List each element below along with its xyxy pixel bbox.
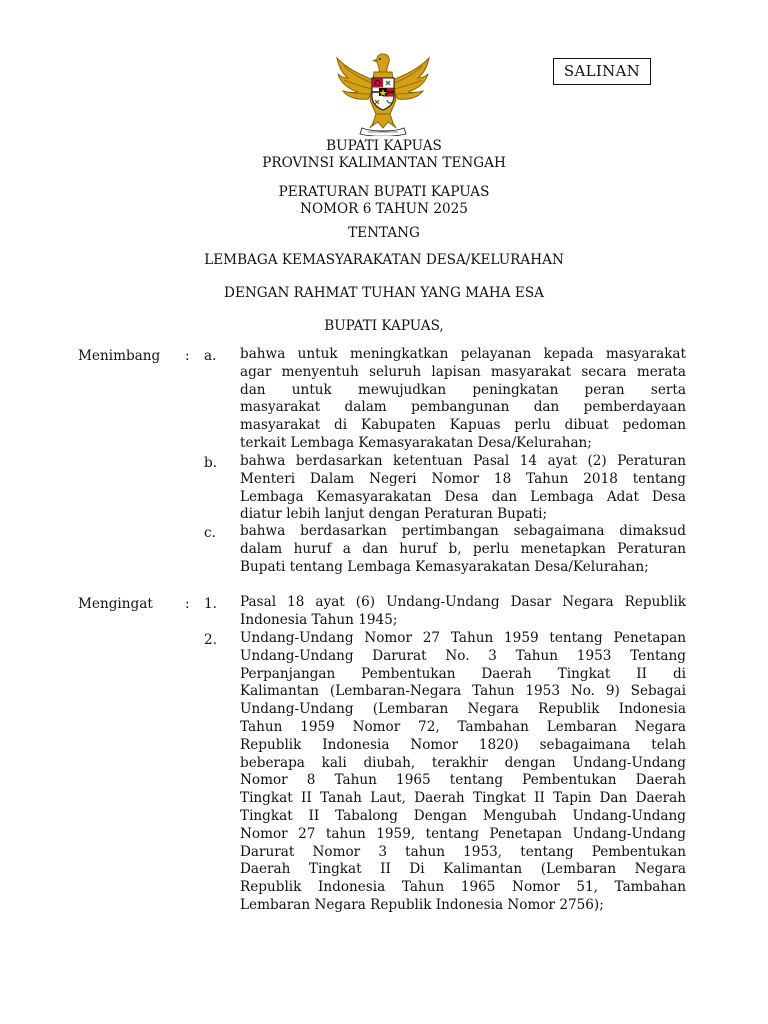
paragraph-line: Undang-Undang Darurat No. 3 Tahun 1953 Tentang — [240, 647, 686, 664]
paragraph-line: Nomor 27 tahun 1959, tentang Penetapan Undang-Undang — [240, 825, 686, 842]
paragraph-line: Menteri Dalam Negeri Nomor 18 Tahun 2018 tentang — [240, 470, 686, 487]
item-marker: b. — [204, 455, 218, 471]
issuer-name: BUPATI KAPUAS, — [324, 318, 444, 334]
paragraph-line: bahwa berdasarkan pertimbangan sebagaimana dimaksud — [240, 523, 686, 539]
paragraph-line: Undang-Undang Nomor 27 Tahun 1959 tentang Penetapan — [240, 630, 686, 646]
paragraph-line: Daerah Tingkat II Di Kalimantan (Lembaran Negara — [240, 861, 686, 878]
item-marker: 2. — [204, 632, 217, 648]
paragraph-line: Perpanjangan Pembentukan Daerah Tingkat II di — [240, 665, 686, 682]
paragraph-line: Tahun 1959 Nomor 72, Tambahan Lembaran Negara — [240, 718, 686, 735]
consideration-paragraph — [240, 453, 686, 524]
paragraph-line: dalam huruf a dan huruf b, perlu menetapkan Peraturan — [240, 540, 686, 557]
about-heading: TENTANG — [348, 225, 420, 241]
regulation-title: PERATURAN BUPATI KAPUAS — [278, 184, 490, 200]
consideration-paragraph — [240, 523, 686, 576]
paragraph-line: Nomor 8 Tahun 1965 tentang Pembentukan Daerah — [240, 772, 686, 789]
paragraph-line: Tingkat II Tabalong Dengan Mengubah Undang-Undang — [240, 807, 686, 824]
paragraph-line: Indonesia Tahun 1945; — [240, 611, 398, 628]
paragraph-line: Bupati tentang Lembaga Kemasyarakatan Desa/Kelurahan; — [240, 558, 649, 575]
salinan-stamp: SALINAN — [553, 58, 651, 85]
paragraph-line: Darurat Nomor 3 tahun 1953, tentang Pembentukan — [240, 843, 686, 860]
paragraph-line: Lembaran Negara Republik Indonesia Nomor 2756); — [240, 896, 604, 913]
paragraph-line: diatur lebih lanjut dengan Peraturan Bupati; — [240, 506, 548, 523]
paragraph-line: masyarakat dalam pembangunan dan pemberdayaan — [240, 399, 686, 416]
item-marker: a. — [204, 348, 217, 364]
item-marker: 1. — [204, 596, 217, 612]
paragraph-line: Republik Indonesia Tahun 1965 Nomor 51, Tambahan — [240, 879, 686, 896]
paragraph-line: Tingkat II Tanah Laut, Daerah Tingkat II Tapin Dan Daerah — [240, 790, 686, 807]
paragraph-line: Republik Indonesia Nomor 1820) sebagaimana telah — [240, 736, 686, 753]
paragraph-line: beberapa kali diubah, terakhir dengan Undang-Undang — [240, 754, 686, 771]
paragraph-line: Lembaga Kemasyarakatan Desa dan Lembaga Adat Desa — [240, 488, 686, 505]
issuer-title: BUPATI KAPUAS — [326, 138, 442, 154]
garuda-emblem-icon — [334, 48, 432, 136]
consideration-paragraph — [240, 346, 686, 453]
item-marker: c. — [204, 525, 216, 541]
paragraph-line: Pasal 18 ayat (6) Undang-Undang Dasar Negara Republik — [240, 594, 686, 610]
paragraph-line: agar menyentuh seluruh lapisan masyarakat secara merata — [240, 363, 686, 380]
paragraph-line: terkait Lembaga Kemasyarakatan Desa/Kelurahan; — [240, 434, 592, 451]
paragraph-line: bahwa untuk meningkatkan pelayanan kepada masyarakat — [240, 346, 686, 362]
menimbang-label: Menimbang — [78, 348, 161, 364]
paragraph-line: bahwa berdasarkan ketentuan Pasal 14 ayat (2) Peraturan — [240, 453, 686, 469]
province-title: PROVINSI KALIMANTAN TENGAH — [262, 155, 506, 171]
regulation-number: NOMOR 6 TAHUN 2025 — [300, 201, 468, 217]
regulation-subject: LEMBAGA KEMASYARAKATAN DESA/KELURAHAN — [204, 252, 564, 268]
invocation-line: DENGAN RAHMAT TUHAN YANG MAHA ESA — [224, 285, 544, 301]
paragraph-line: dan untuk mewujudkan peningkatan peran serta — [240, 381, 686, 398]
mengingat-colon: : — [185, 596, 190, 612]
legal-basis-paragraph — [240, 594, 686, 630]
menimbang-colon: : — [185, 348, 190, 364]
paragraph-line: Undang-Undang (Lembaran Negara Republik Indonesia — [240, 701, 686, 718]
paragraph-line: masyarakat di Kabupaten Kapuas perlu dibuat pedoman — [240, 417, 686, 434]
mengingat-label: Mengingat — [78, 596, 153, 612]
legal-basis-paragraph — [240, 630, 686, 915]
paragraph-line: Kalimantan (Lembaran-Negara Tahun 1953 No. 9) Sebagai — [240, 683, 686, 700]
